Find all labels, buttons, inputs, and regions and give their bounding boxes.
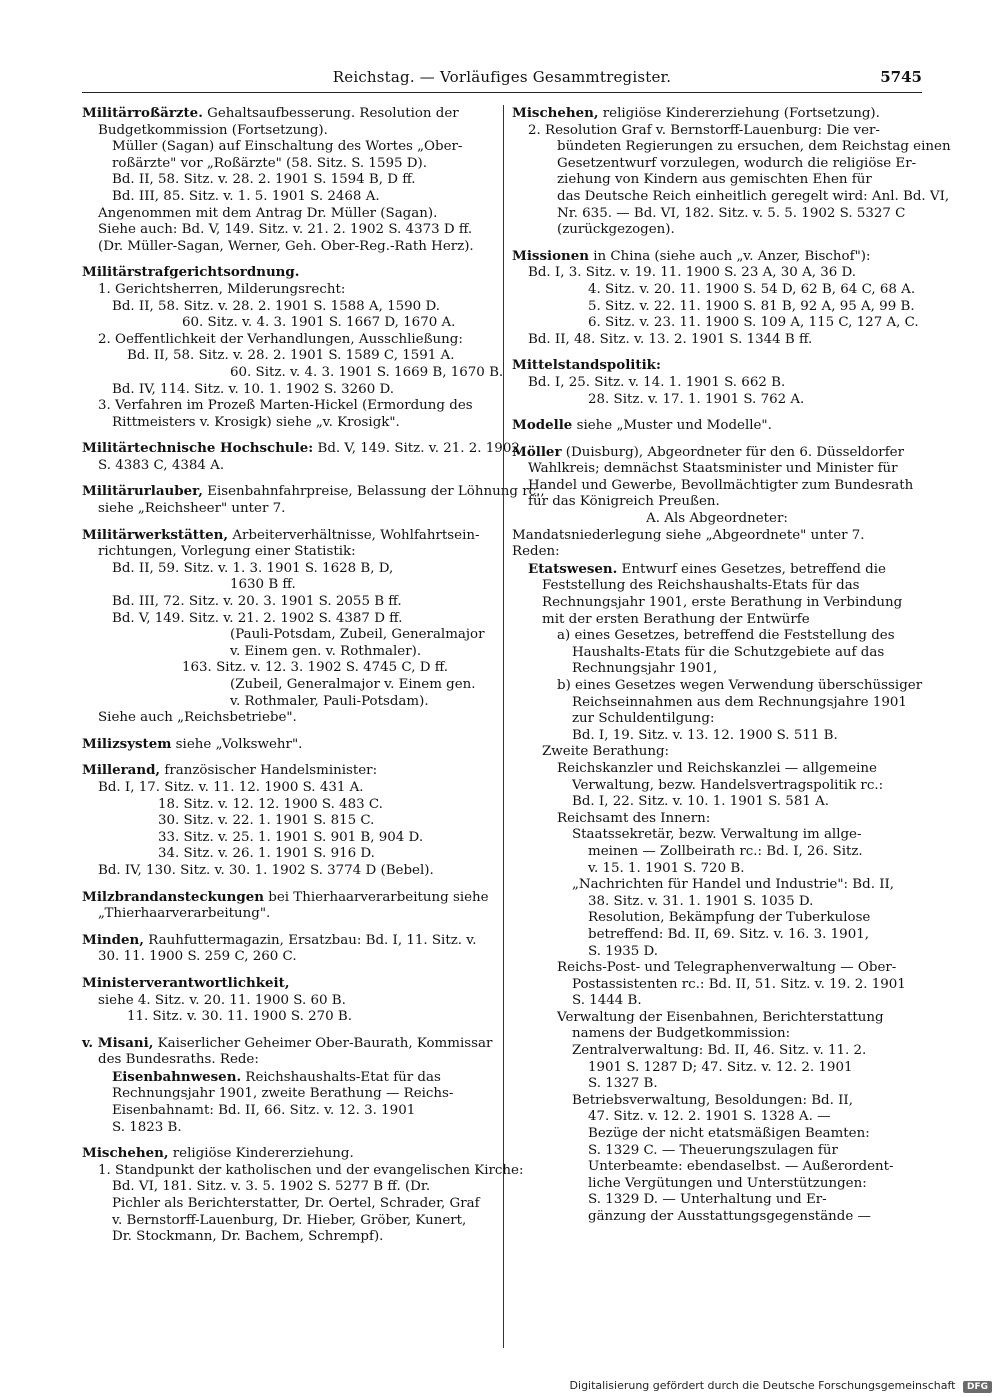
register-entry <box>82 440 520 474</box>
entry-line: Haushalts-Etats für die Schutzgebiete auf das <box>572 644 885 660</box>
entry-line: bündeten Regierungen zu ersuchen, dem Reichstag einen <box>557 139 951 155</box>
entry-line: Rittmeisters v. Krosigk) siehe „v. Krosigk". <box>112 414 400 430</box>
entry-line: Dr. Stockmann, Dr. Bachem, Schrempf). <box>112 1229 384 1245</box>
entry-line <box>82 1145 494 1163</box>
entry-line: Verwaltung der Eisenbahnen, Berichterstattung <box>557 1009 884 1025</box>
entry-line: (zurückgezogen). <box>557 222 675 238</box>
register-entry <box>512 357 922 408</box>
entry-line <box>512 105 922 123</box>
entry-line: „Thierhaarverarbeitung". <box>98 906 271 922</box>
entry-line: Bd. II, 58. Sitz. v. 28. 2. 1901 S. 1594 B, D ff. <box>112 172 416 188</box>
entry-line: Bd. I, 17. Sitz. v. 11. 12. 1900 S. 431 A. <box>98 779 364 795</box>
entry-line: Bd. V, 149. Sitz. v. 21. 2. 1902 S. 4387 D ff. <box>112 610 403 626</box>
entry-line: S. 1329 C. — Theuerungszulagen für <box>588 1142 838 1158</box>
entry-line: 3. Verfahren im Prozeß Marten-Hickel (Ermordung des <box>98 398 473 414</box>
entry-text: Bd. V, 149. Sitz. v. 21. 2. 1902 <box>313 441 520 457</box>
entry-line: Bd. IV, 130. Sitz. v. 30. 1. 1902 S. 3774 D (Bebel). <box>98 862 434 878</box>
entry-line: 1901 S. 1287 D; 47. Sitz. v. 12. 2. 1901 <box>588 1059 853 1075</box>
entry-keyword: Mischehen, <box>512 105 599 121</box>
entry-line: betreffend: Bd. II, 69. Sitz. v. 16. 3. 1901, <box>588 926 869 942</box>
entry-keyword: Militärroßärzte. <box>82 105 203 121</box>
entry-line: Pichler als Berichterstatter, Dr. Oertel, Schrader, Graf <box>112 1196 480 1212</box>
entry-keyword: Etatswesen. <box>528 560 618 577</box>
entry-line: Resolution, Bekämpfung der Tuberkulose <box>588 910 871 926</box>
entry-text: religiöse Kindererziehung. <box>168 1146 354 1162</box>
entry-line: S. 1444 B. <box>572 993 642 1009</box>
entry-line <box>512 417 922 435</box>
register-entry <box>512 444 922 1226</box>
entry-line: Handel und Gewerbe, Bevollmächtigter zum Bundesrath <box>528 477 914 493</box>
entry-line <box>82 975 494 993</box>
register-entry <box>82 105 494 255</box>
entry-line <box>82 1069 494 1087</box>
entry-line: ziehung von Kindern aus gemischten Ehen für <box>557 172 872 188</box>
entry-line: A. Als Abgeordneter: <box>646 511 788 527</box>
entry-line: 28. Sitz. v. 17. 1. 1901 S. 762 A. <box>588 391 805 407</box>
entry-line: Reichs-Post- und Telegraphenverwaltung — Ober- <box>557 960 897 976</box>
entry-line: Staatssekretär, bezw. Verwaltung im allge- <box>572 827 862 843</box>
page-number: 5745 <box>880 68 922 86</box>
entry-line: Reichsamt des Innern: <box>557 810 711 826</box>
entry-line: 47. Sitz. v. 12. 2. 1901 S. 1328 A. — <box>588 1109 831 1125</box>
entry-line <box>512 357 922 375</box>
entry-line: Siehe auch „Reichsbetriebe". <box>98 710 297 726</box>
entry-line: 60. Sitz. v. 4. 3. 1901 S. 1669 B, 1670 B. <box>230 364 504 380</box>
entry-line: Postassistenten rc.: Bd. II, 51. Sitz. v. 19. 2. 1901 <box>572 976 906 992</box>
register-entry <box>82 264 504 431</box>
entry-line <box>82 736 494 754</box>
register-entry <box>82 889 494 923</box>
entry-text: (Duisburg), Abgeordneter für den 6. Düsseldorfer <box>561 444 904 460</box>
entry-line: Zweite Berathung: <box>542 744 670 760</box>
entry-line: 38. Sitz. v. 31. 1. 1901 S. 1035 D. <box>588 893 814 909</box>
entry-text: Reichshaushalts-Etat für das <box>241 1069 441 1085</box>
entry-line: (Zubeil, Generalmajor v. Einem gen. <box>230 677 476 692</box>
entry-line: 5. Sitz. v. 22. 11. 1900 S. 81 B, 92 A, 95 A, 99 B. <box>588 298 915 314</box>
register-entry <box>82 975 494 1026</box>
entry-line: meinen — Zollbeirath rc.: Bd. I, 26. Sitz. <box>588 843 863 859</box>
entry-line: Mandatsniederlegung siehe „Abgeordnete" unter 7. <box>512 527 865 543</box>
entry-line: 1. Standpunkt der katholischen und der evangelischen Kirche: <box>98 1162 524 1178</box>
entry-line <box>82 105 494 123</box>
entry-line: Rechnungsjahr 1901, erste Berathung in Verbindung <box>542 595 903 611</box>
entry-line: Bd. III, 72. Sitz. v. 20. 3. 1901 S. 2055 B ff. <box>112 594 402 610</box>
entry-line: 6. Sitz. v. 23. 11. 1900 S. 109 A, 115 C, 127 A, C. <box>588 315 919 331</box>
entry-line <box>82 440 520 458</box>
entry-line: v. 15. 1. 1901 S. 720 B. <box>588 860 745 876</box>
entry-keyword: Modelle <box>512 417 573 434</box>
entry-keyword: Milizsystem <box>82 735 172 752</box>
entry-line <box>82 483 545 501</box>
entry-text: Gehaltsaufbesserung. Resolution der <box>202 106 459 121</box>
entry-line: 163. Sitz. v. 12. 3. 1902 S. 4745 C, D ff. <box>182 660 448 676</box>
entry-line: b) eines Gesetzes wegen Verwendung überschüssiger <box>557 678 923 693</box>
register-entry <box>82 527 494 727</box>
entry-line: zur Schuldentilgung: <box>572 711 715 727</box>
entry-line: gänzung der Ausstattungsgegenstände — <box>588 1209 871 1224</box>
entry-keyword: Möller <box>512 443 562 460</box>
entry-text: Entwurf eines Gesetzes, betreffend die <box>617 561 886 577</box>
entry-keyword: Eisenbahnwesen. <box>112 1068 242 1085</box>
entry-line: 33. Sitz. v. 25. 1. 1901 S. 901 B, 904 D. <box>158 829 424 845</box>
entry-line: Müller (Sagan) auf Einschaltung des Wortes „Ober- <box>112 139 463 155</box>
entry-line: Bd. II, 58. Sitz. v. 28. 2. 1901 S. 1588 A, 1590 D. <box>112 298 440 314</box>
entry-line <box>82 264 494 282</box>
entry-text: französischer Handelsminister: <box>160 763 378 779</box>
register-entry <box>82 736 494 754</box>
entry-keyword: Missionen <box>512 247 589 264</box>
column-divider <box>503 105 504 1348</box>
entry-line: siehe „Reichsheer" unter 7. <box>98 501 286 517</box>
entry-keyword: Milzbrandansteckungen <box>82 888 264 905</box>
entry-keyword: Mischehen, <box>82 1145 169 1162</box>
entry-keyword: Militärstrafgerichtsordnung. <box>82 264 300 281</box>
entry-line: Reden: <box>512 544 560 560</box>
entry-line: v. Bernstorff-Lauenburg, Dr. Hieber, Gröber, Kunert, <box>112 1212 467 1228</box>
entry-line: 1. Gerichtsherren, Milderungsrecht: <box>98 281 346 297</box>
entry-line: v. Einem gen. v. Rothmaler). <box>230 643 422 659</box>
register-entry <box>82 1145 524 1246</box>
entry-line: 30. 11. 1900 S. 259 C, 260 C. <box>98 949 297 965</box>
register-entry <box>82 762 494 879</box>
entry-keyword: Mittelstandspolitik: <box>512 357 661 374</box>
entry-line: Unterbeamte: ebendaselbst. — Außerordent- <box>588 1159 894 1175</box>
entry-line: S. 1935 D. <box>588 943 659 959</box>
entry-line: 11. Sitz. v. 30. 11. 1900 S. 270 B. <box>127 1009 353 1025</box>
entry-line: namens der Budgetkommission: <box>572 1026 791 1042</box>
entry-line: S. 1823 B. <box>112 1119 182 1135</box>
register-entry <box>512 248 922 349</box>
entry-line: Angenommen mit dem Antrag Dr. Müller (Sagan). <box>98 205 438 221</box>
entry-keyword: Ministerverantwortlichkeit, <box>82 974 290 991</box>
entry-line: a) eines Gesetzes, betreffend die Feststellung des <box>557 628 895 644</box>
entry-text: in China (siehe auch „v. Anzer, Bischof"): <box>589 248 871 264</box>
entry-line <box>82 1035 494 1053</box>
entry-line: Verwaltung, bezw. Handelsvertragspolitik rc.: <box>572 777 884 793</box>
entry-line: siehe 4. Sitz. v. 20. 11. 1900 S. 60 B. <box>98 992 346 1008</box>
entry-line: Rechnungsjahr 1901, <box>572 661 718 677</box>
entry-keyword: Minden, <box>82 931 144 948</box>
entry-line: Bd. I, 3. Sitz. v. 19. 11. 1900 S. 23 A, 30 A, 36 D. <box>528 265 857 281</box>
register-entry <box>512 105 951 239</box>
entry-line <box>82 932 494 950</box>
entry-line: Bd. IV, 114. Sitz. v. 10. 1. 1902 S. 3260 D. <box>112 381 394 397</box>
entry-text: siehe „Volkswehr". <box>171 736 303 752</box>
entry-line: roßärzte" vor „Roßärzte" (58. Sitz. S. 1595 D). <box>112 155 427 171</box>
entry-text: Eisenbahnfahrpreise, Belassung der Löhnung rc., <box>202 484 545 500</box>
entry-line <box>82 527 494 545</box>
entry-line: 34. Sitz. v. 26. 1. 1901 S. 916 D. <box>158 846 375 862</box>
entry-line: liche Vergütungen und Unterstützungen: <box>588 1175 867 1191</box>
entry-line <box>512 561 922 579</box>
entry-line: 60. Sitz. v. 4. 3. 1901 S. 1667 D, 1670 A. <box>182 315 456 331</box>
entry-text: Kaiserlicher Geheimer Ober-Baurath, Kommissar <box>153 1035 493 1051</box>
entry-line: S. 4383 C, 4384 A. <box>98 457 225 473</box>
entry-text: Arbeiterverhältnisse, Wohlfahrtsein- <box>228 527 480 543</box>
entry-line <box>82 889 494 907</box>
register-entry <box>82 483 545 517</box>
right-column <box>512 105 951 1235</box>
entry-line: des Bundesraths. Rede: <box>98 1052 259 1068</box>
entry-line: „Nachrichten für Handel und Industrie": Bd. II, <box>572 877 895 893</box>
entry-line: 4. Sitz. v. 20. 11. 1900 S. 54 D, 62 B, 64 C, 68 A. <box>588 281 916 297</box>
entry-text: religiöse Kindererziehung (Fortsetzung). <box>598 106 880 121</box>
entry-line <box>512 444 922 462</box>
entry-line: Bd. II, 48. Sitz. v. 13. 2. 1901 S. 1344 B ff. <box>528 331 813 347</box>
entry-text: bei Thierhaarverarbeitung siehe <box>263 889 489 905</box>
entry-line: Bd. III, 85. Sitz. v. 1. 5. 1901 S. 2468 A. <box>112 188 380 204</box>
entry-line: das Deutsche Reich einheitlich geregelt wird: Anl. Bd. VI, <box>557 188 950 204</box>
entry-keyword: Militärtechnische Hochschule: <box>82 440 314 457</box>
entry-line: Bd. I, 19. Sitz. v. 13. 12. 1900 S. 511 B. <box>572 727 838 743</box>
entry-line: richtungen, Vorlegung einer Statistik: <box>98 544 356 560</box>
entry-line: mit der ersten Berathung der Entwürfe <box>542 611 810 627</box>
register-entry <box>512 417 922 435</box>
register-entry <box>82 1035 494 1137</box>
entry-line <box>82 762 494 780</box>
entry-line: Reichseinnahmen aus dem Rechnungsjahre 1901 <box>572 694 907 710</box>
entry-line: 18. Sitz. v. 12. 12. 1900 S. 483 C. <box>158 796 383 812</box>
entry-keyword: Millerand, <box>82 762 161 779</box>
entry-line: Wahlkreis; demnächst Staatsminister und Minister für <box>528 461 898 477</box>
entry-line: v. Rothmaler, Pauli-Potsdam). <box>230 693 429 709</box>
entry-line: Bd. II, 58. Sitz. v. 28. 2. 1901 S. 1589 C, 1591 A. <box>127 348 455 364</box>
footer <box>570 1379 992 1393</box>
entry-line <box>512 248 922 266</box>
entry-line: S. 1327 B. <box>588 1076 658 1092</box>
page-header <box>82 68 922 93</box>
footer-text: Digitalisierung gefördert durch die Deutsche Forschungsgemeinschaft <box>569 1379 956 1392</box>
entry-line: Reichskanzler und Reichskanzlei — allgemeine <box>557 760 877 776</box>
entry-line: Feststellung des Reichshaushalts-Etats für das <box>542 578 860 594</box>
entry-line: S. 1329 D. — Unterhaltung und Er- <box>588 1192 827 1208</box>
running-title: Reichstag. — Vorläufiges Gesammtregister. <box>332 68 672 86</box>
entry-line: Bezüge der nicht etatsmäßigen Beamten: <box>588 1126 870 1142</box>
entry-line: Betriebsverwaltung, Besoldungen: Bd. II, <box>572 1092 853 1108</box>
entry-line: Bd. I, 25. Sitz. v. 14. 1. 1901 S. 662 B. <box>528 374 786 390</box>
entry-text: Rauhfuttermagazin, Ersatzbau: Bd. I, 11. Sitz. v. <box>143 932 477 948</box>
dfg-logo: DFG <box>963 1381 992 1393</box>
entry-line: Bd. II, 59. Sitz. v. 1. 3. 1901 S. 1628 B, D, <box>112 560 394 576</box>
entry-line: 2. Oeffentlichkeit der Verhandlungen, Ausschließung: <box>98 331 463 347</box>
entry-line: Eisenbahnamt: Bd. II, 66. Sitz. v. 12. 3. 1901 <box>112 1103 416 1119</box>
entry-line: (Dr. Müller-Sagan, Werner, Geh. Ober-Reg.-Rath Herz). <box>98 238 474 254</box>
entry-line: Nr. 635. — Bd. VI, 182. Sitz. v. 5. 5. 1902 S. 5327 C <box>557 205 906 221</box>
entry-line: für das Königreich Preußen. <box>528 494 720 510</box>
register-entry <box>82 932 494 966</box>
entry-line: Gesetzentwurf vorzulegen, wodurch die religiöse Er- <box>557 155 917 171</box>
entry-text: siehe „Muster und Modelle". <box>572 418 772 434</box>
entry-line: 2. Resolution Graf v. Bernstorff-Lauenburg: Die ver- <box>528 122 880 138</box>
entry-line: Bd. I, 22. Sitz. v. 10. 1. 1901 S. 581 A. <box>572 794 830 810</box>
entry-keyword: Militärurlauber, <box>82 483 203 500</box>
entry-line: 1630 B ff. <box>230 577 296 593</box>
entry-keyword: v. Misani, <box>82 1034 154 1051</box>
entry-line: (Pauli-Potsdam, Zubeil, Generalmajor <box>230 627 485 643</box>
entry-line: Rechnungsjahr 1901, zweite Berathung — Reichs- <box>112 1086 454 1102</box>
entry-line: 30. Sitz. v. 22. 1. 1901 S. 815 C. <box>158 813 375 829</box>
entry-line: Siehe auch: Bd. V, 149. Sitz. v. 21. 2. 1902 S. 4373 D ff. <box>98 222 473 238</box>
entry-line: Bd. VI, 181. Sitz. v. 3. 5. 1902 S. 5277 B ff. (Dr. <box>112 1179 431 1195</box>
entry-line: Budgetkommission (Fortsetzung). <box>98 122 328 138</box>
entry-line: Zentralverwaltung: Bd. II, 46. Sitz. v. 11. 2. <box>572 1043 867 1059</box>
entry-keyword: Militärwerkstätten, <box>82 526 229 543</box>
